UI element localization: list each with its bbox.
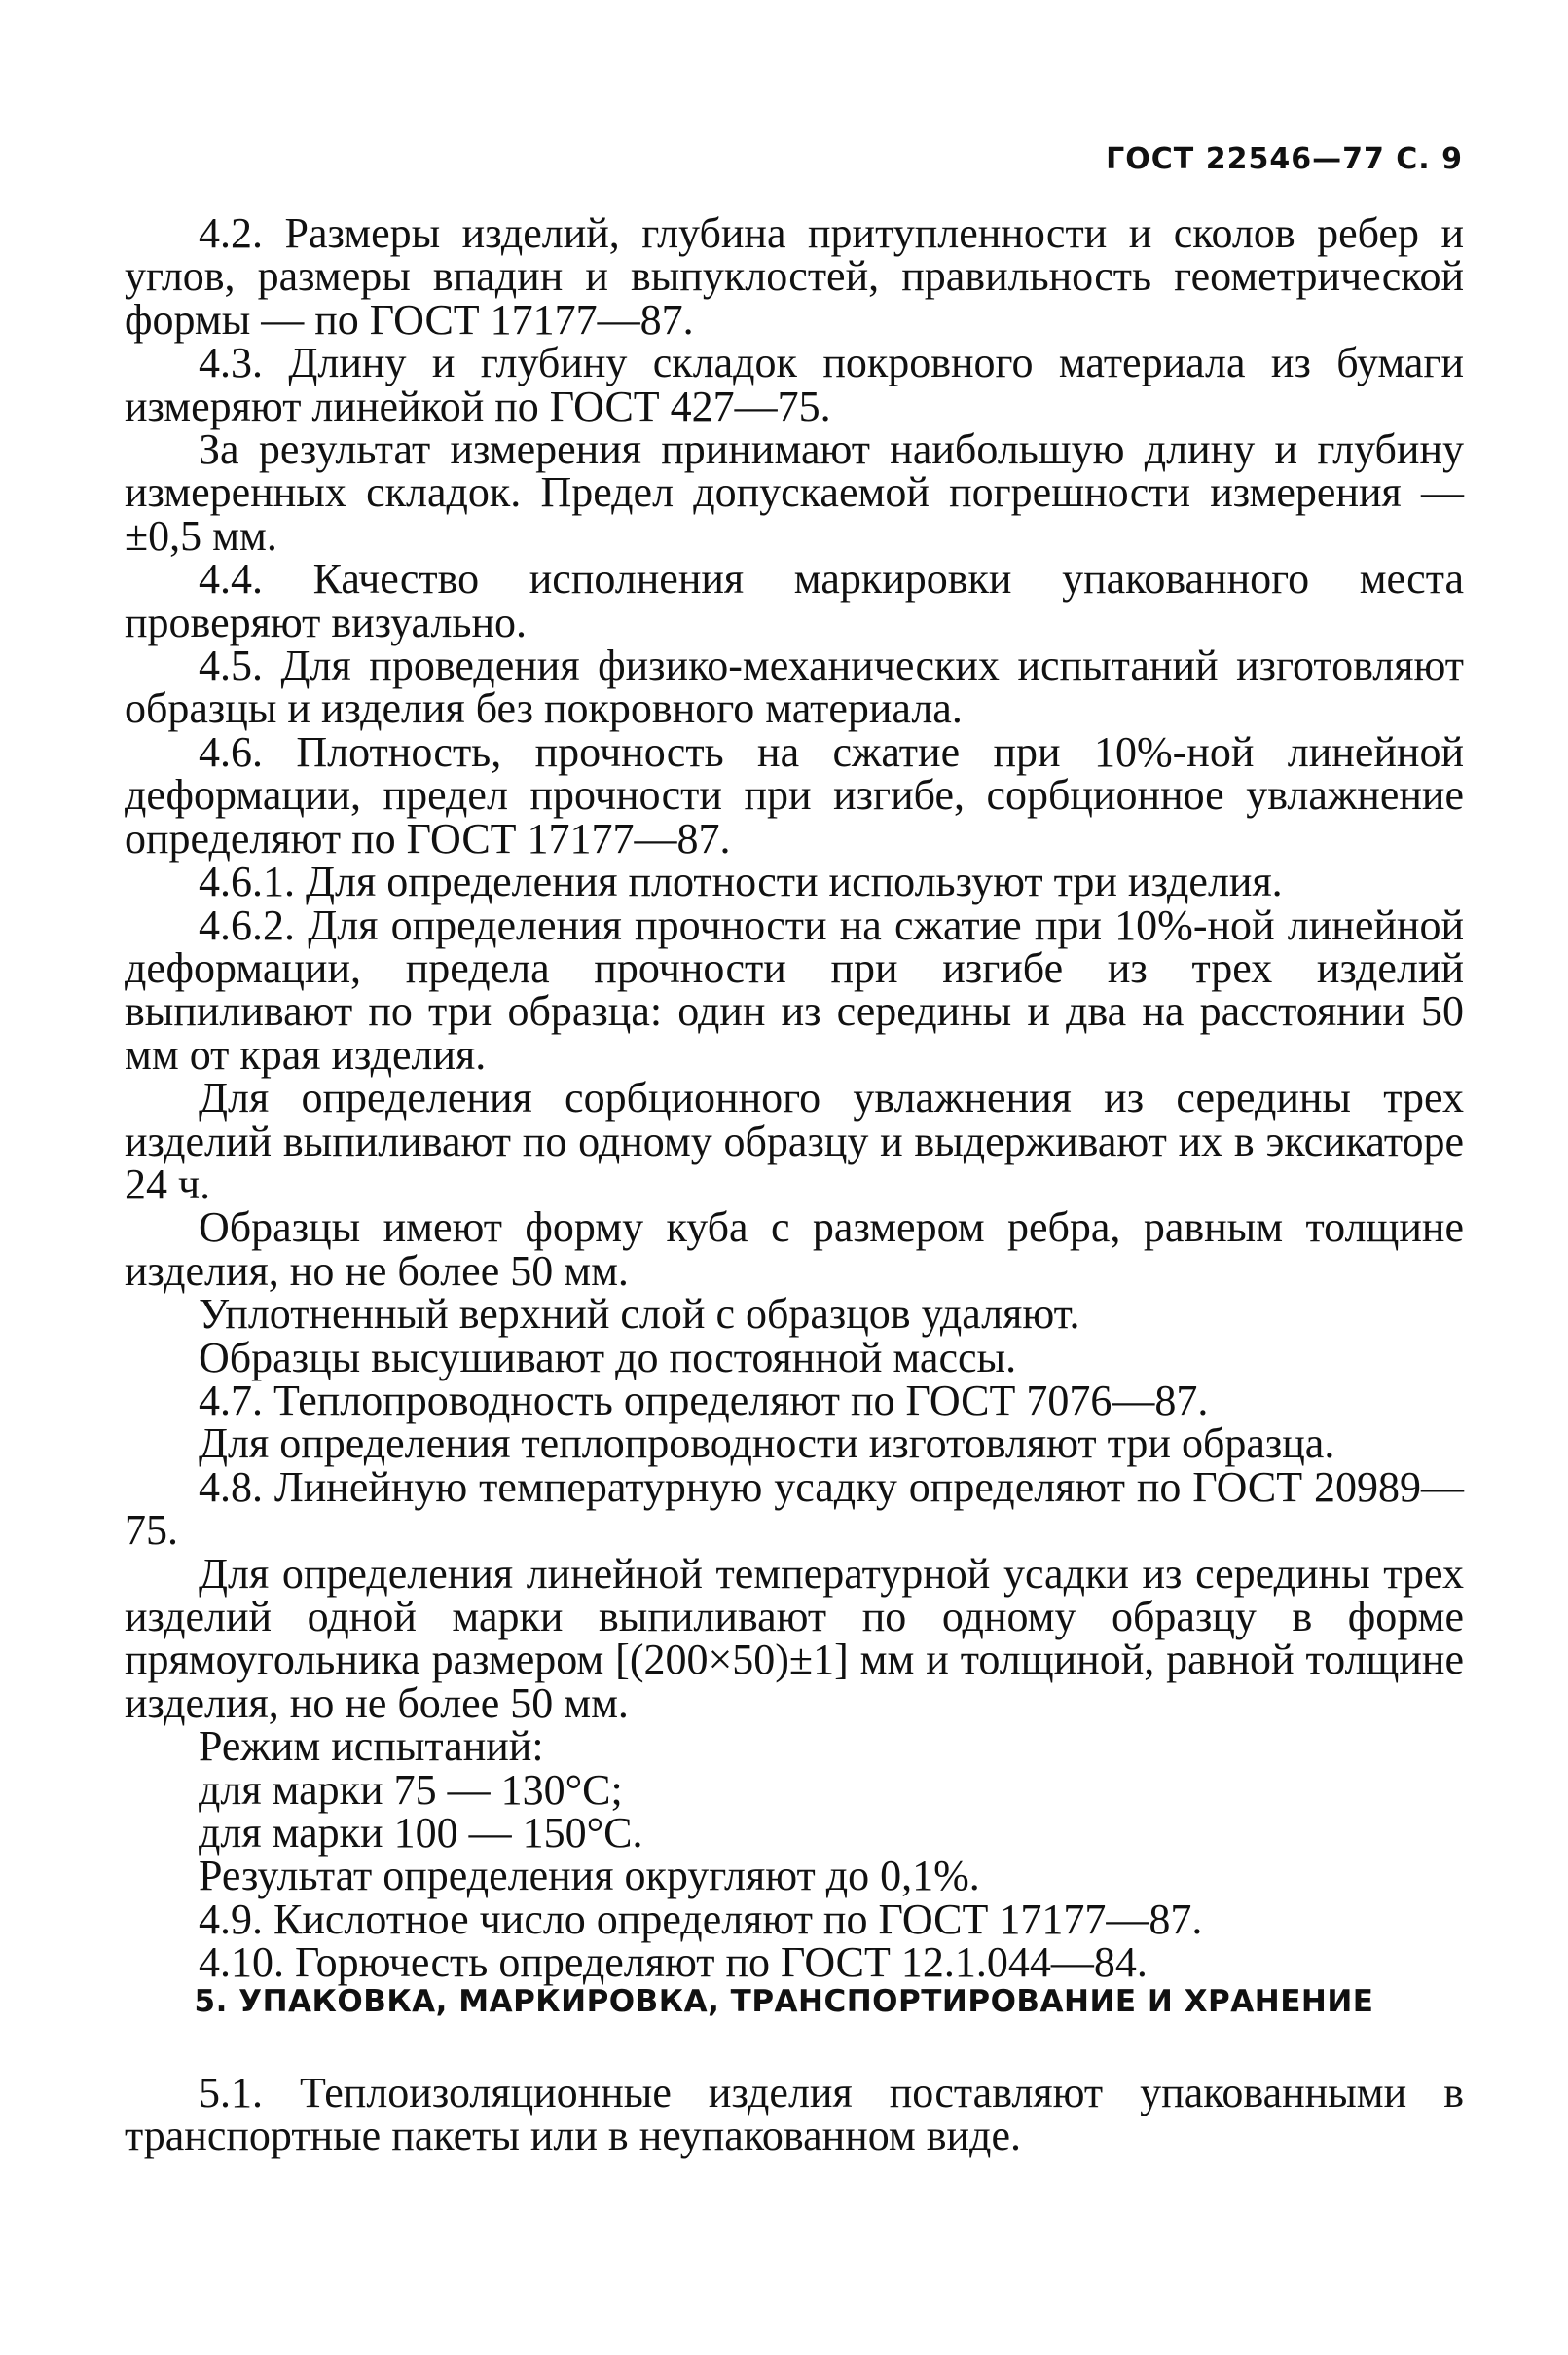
paragraph-4-8-samples: Для определения линейной температурной усадки из середины трех изделий одной марки выпиливают по одному образцу в форме прямоугольника размером [(200×50)±1] мм и толщиной, равной толщине изделия, но не более 50 мм. [125,1549,1464,1727]
paragraph-4-6-2-dry: Образцы высушивают до постоянной массы. [199,1333,1017,1381]
paragraph-rounding: Результат определения округляют до 0,1%. [199,1852,980,1900]
paragraph-4-5: 4.5. Для проведения физико-механических испытаний изготовляют образцы и изделия без покровного материала. [125,642,1464,733]
section-4-body [125,209,1464,1987]
paragraph-4-2: 4.2. Размеры изделий, глубина притупленности и сколов ребер и углов, размеры впадин и выпуклостей, правильность геометрической формы — по ГОСТ 17177—87. [125,209,1464,344]
paragraph-4-10: 4.10. Горючесть определяют по ГОСТ 12.1.044—84. [199,1938,1148,1987]
paragraph-4-6-2-sorption: Для определения сорбционного увлажнения из середины трех изделий выпиливают по одному образцу и выдерживают их в эксикаторе 24 ч. [125,1074,1464,1208]
section-5-body [125,2069,1464,2160]
section-5-heading: 5. УПАКОВКА, МАРКИРОВКА, ТРАНСПОРТИРОВАНИЕ И ХРАНЕНИЕ [194,1984,1374,2019]
page-header-doc-ref: ГОСТ 22546—77 С. 9 [1106,142,1463,176]
paragraph-4-8: 4.8. Линейную температурную усадку определяют по ГОСТ 20989—75. [125,1462,1464,1555]
paragraph-4-6: 4.6. Плотность, прочность на сжатие при 10%-ной линейной деформации, предел прочности при изгибе, сорбционное увлажнение определяют по ГОСТ 17177—87. [125,727,1464,863]
paragraph-4-9: 4.9. Кислотное число определяют по ГОСТ 17177—87. [199,1895,1203,1943]
paragraph-4-7-samples: Для определения теплопроводности изготовляют три образца. [199,1419,1335,1468]
paragraph-5-1: 5.1. Теплоизоляционные изделия поставляют упакованными в транспортные пакеты или в неупакованном виде. [125,2069,1464,2160]
paragraph-4-7: 4.7. Теплопроводность определяют по ГОСТ 7076—87. [199,1376,1209,1424]
paragraph-4-4: 4.4. Качество исполнения маркировки упакованного места проверяют визуально. [125,555,1464,646]
paragraph-test-mode: Режим испытаний: [199,1722,544,1771]
paragraph-4-3: 4.3. Длину и глубину складок покровного материала из бумаги измеряют линейкой по ГОСТ 427—75. [125,339,1464,430]
paragraph-grade-100: для марки 100 — 150°С. [199,1809,643,1858]
paragraph-4-6-2-cube: Образцы имеют форму куба с размером ребра, равным толщине изделия, но не более 50 мм. [125,1203,1464,1295]
paragraph-4-6-2: 4.6.2. Для определения прочности на сжатие при 10%-ной линейной деформации, предела прочности при изгибе из трех изделий выпиливают по три образца: один из середины и два на расстоянии 50 мм от края изделия. [125,901,1464,1079]
paragraph-4-3-result: За результат измерения принимают наибольшую длину и глубину измеренных складок. Предел допускаемой погрешности измерения — ±0,5 мм. [125,425,1464,560]
paragraph-grade-75: для марки 75 — 130°С; [199,1765,623,1814]
paragraph-4-6-2-layer: Уплотненный верхний слой с образцов удаляют. [199,1290,1080,1339]
paragraph-4-6-1: 4.6.1. Для определения плотности используют три изделия. [199,858,1283,906]
